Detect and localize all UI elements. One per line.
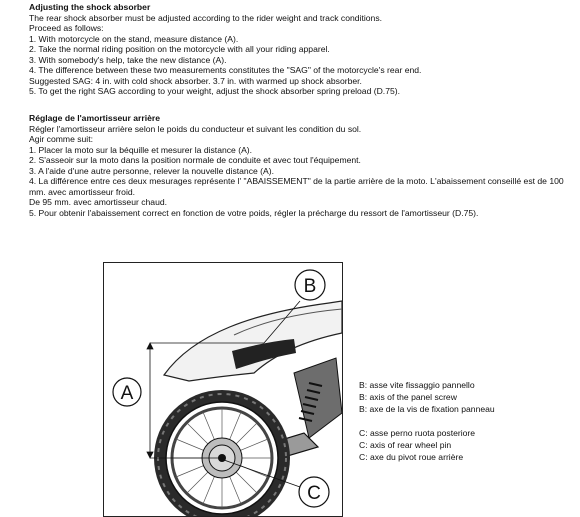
callout-b (295, 270, 325, 300)
legend-b-english: B: axis of the panel screw (359, 392, 457, 402)
french-line: 4. La différence entre ces deux mesurages représente l' "ABAISSEMENT" de la partie arrière de la moto. L'abaissement conseillé est de 100 mm. avec amortisseur froid. (29, 176, 564, 197)
english-line: 4. The difference between these two measurements constitutes the "SAG" of the motorcycle's rear end. (29, 65, 422, 76)
french-heading: Réglage de l'amortisseur arrière (29, 113, 161, 123)
legend-c-french: C: axe du pivot roue arrière (359, 452, 464, 462)
motorcycle-figure (103, 262, 343, 517)
french-line: De 95 mm. avec amortisseur chaud. (29, 197, 168, 208)
legend-c-english: C: axis of rear wheel pin (359, 440, 452, 450)
callout-b-label: B (303, 276, 317, 297)
english-line: The rear shock absorber must be adjusted according to the rider weight and track conditions. (29, 12, 383, 23)
legend-b-french: B: axe de la vis de fixation panneau (359, 404, 495, 414)
english-line: 3. With somebody's help, take the new distance (A). (29, 54, 227, 65)
rear-wheel (154, 390, 290, 516)
french-line: Agir comme suit: (29, 134, 93, 145)
callout-c-label: C (307, 483, 321, 504)
legend-b-italian: B: asse vite fissaggio pannello (359, 380, 475, 390)
legend-c-italian: C: asse perno ruota posteriore (359, 428, 476, 438)
english-line: 5. To get the right SAG according to your weight, adjust the shock absorber spring preload (D.75). (29, 86, 401, 97)
english-line: 1. With motorcycle on the stand, measure distance (A). (29, 33, 239, 44)
callout-a (113, 378, 141, 406)
french-section (29, 113, 574, 218)
english-line: Proceed as follows: (29, 23, 104, 34)
figure-legend (359, 379, 495, 463)
french-line: 5. Pour obtenir l'abaissement correct en fonction de votre poids, régler la précharge du ressort de l'amortisseur (D.75). (29, 207, 479, 218)
english-heading: Adjusting the shock absorber (29, 2, 151, 12)
english-line: Suggested SAG: 4 in. with cold shock absorber. 3.7 in. with warmed up shock absorber. (29, 75, 362, 86)
french-line: 3. A l'aide d'une autre personne, relever la nouvelle distance (A). (29, 165, 275, 176)
french-line: 2. S'asseoir sur la moto dans la position normale de conduite et avec tout l'équipement. (29, 155, 361, 166)
french-line: 1. Placer la moto sur la béquille et mesurer la distance (A). (29, 144, 253, 155)
callout-a-label: A (120, 383, 134, 404)
english-section (29, 2, 574, 97)
legend-spacer (359, 415, 495, 427)
frame-body (294, 358, 342, 438)
english-line: 2. Take the normal riding position on the motorcycle with all your riding apparel. (29, 44, 330, 55)
callout-c (299, 477, 329, 507)
motorcycle-rear-illustration (104, 263, 342, 516)
french-line: Régler l'amortisseur arrière selon le poids du conducteur et suivant les condition du sol. (29, 123, 362, 134)
